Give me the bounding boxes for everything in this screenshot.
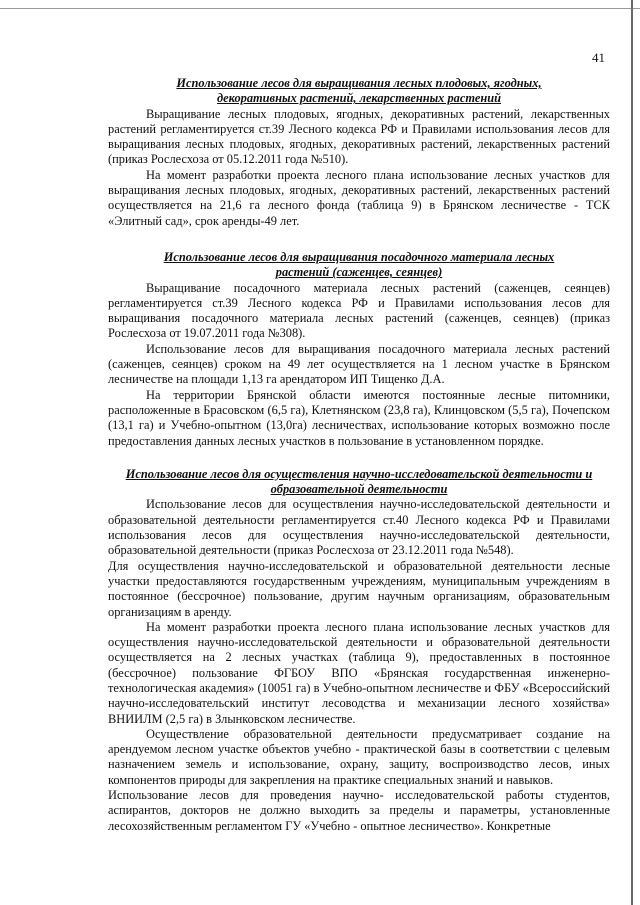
section-title: Использование лесов для выращивания посадочного материала лесных	[163, 249, 555, 264]
paragraph: Использование лесов для осуществления научно-исследовательской деятельности и образовательной деятельности регламентируется ст.40 Лесного кодекса РФ и Правилами использования лесов для осуществления научно-исследовательской деятельности, образовательной деятельности (приказ Рослесхоза от 23.12.2011 года №548).	[108, 497, 610, 558]
section-title: Использование лесов для выращивания лесных плодовых, ягодных,	[176, 76, 542, 90]
section-title: Использование лесов для осуществления научно-исследовательской деятельности и	[125, 466, 593, 481]
paragraph: Использование лесов для проведения научно- исследовательской работы студентов, аспирантов, докторов не должно выходить за пределы и параметры, установленные лесохозяйственным регламентом ГУ «Учебно - опытное лесничество». Конкретные	[108, 788, 610, 833]
paragraph: Использование лесов для выращивания посадочного материала лесных растений (саженцев, сеянцев) сроком на 49 лет осуществляется на 1 лесном участке в Брянском лесничестве на площади 1,13 га арендатором ИП Тищенко Д.А.	[108, 341, 610, 387]
paragraph: Для осуществления научно-исследовательской и образовательной деятельности лесные участки предоставляются государственным учреждениям, муниципальным учреждениям в постоянное (бессрочное) пользование, другим научным организациям, образовательным организациям в аренду.	[108, 558, 610, 619]
paragraph: На территории Брянской области имеются постоянные лесные питомники, расположенные в Брасовском (6,5 га), Клетнянском (23,8 га), Клинцовском (5,5 га), Почепском (13,1 га) и Учебно-опытном (13,0га) лесничествах, использование которых возможно после предоставления данных лесных участков в пользование в установленном порядке.	[108, 387, 610, 448]
scan-edge-top	[0, 8, 640, 9]
section-title-continued: растений (саженцев, сеянцев)	[275, 265, 443, 280]
section-title-continued: образовательной деятельности	[270, 482, 448, 497]
paragraph: На момент разработки проекта лесного плана использование лесных участков для выращивания лесных плодовых, ягодных, декоративных растений, лекарственных растений осуществляется на 21,6 га лесного фонда (таблица 9) в Брянском лесничестве - ТСК «Элитный сад», срок аренды-49 лет.	[108, 167, 610, 228]
section-fruit-berry-plants	[108, 76, 610, 229]
paragraph: Выращивание посадочного материала лесных растений (саженцев, сеянцев) регламентируется ст.39 Лесного кодекса РФ и Правилами использования лесов для выращивания посадочного материала лесных растений (саженцев, сеянцев) (приказ Рослесхоза от 19.07.2011 года №308).	[108, 280, 610, 341]
section-title-continued: декоративных растений, лекарственных растений	[216, 91, 501, 106]
page-number: 41	[592, 50, 605, 65]
document-body	[108, 76, 610, 834]
paragraph: Выращивание лесных плодовых, ягодных, декоративных растений, лекарственных растений регламентируется ст.39 Лесного кодекса РФ и Правилами использования лесов для выращивания лесных плодовых, ягодных, декоративных растений, лекарственных растений (приказ Рослесхоза от 05.12.2011 года №510).	[108, 106, 610, 167]
paragraph: Осуществление образовательной деятельности предусматривает создание на арендуемом лесном участке объектов учебно - практической базы в соответствии с целевым назначением земель и использование, охрану, защиту, воспроизводство лесов, иных компонентов природы для закрепления на практике специальных знаний и навыков.	[108, 726, 610, 787]
paragraph: На момент разработки проекта лесного плана использование лесных участков для осуществления научно-исследовательской деятельности и образовательной деятельности осуществляется на 2 лесных участках (таблица 9), предоставленных в постоянное (бессрочное) пользование ФГБОУ ВПО «Брянская государственная инженерно-технологическая академия» (10051 га) в Учебно-опытном лесничестве и ФБУ «Всероссийский научно-исследовательский институт лесоводства и механизации лесного хозяйства» ВНИИЛМ (2,5 га) в Злынковском лесничестве.	[108, 619, 610, 726]
section-planting-material	[108, 250, 610, 449]
section-research-education	[108, 467, 610, 834]
scan-edge-right	[631, 0, 633, 905]
